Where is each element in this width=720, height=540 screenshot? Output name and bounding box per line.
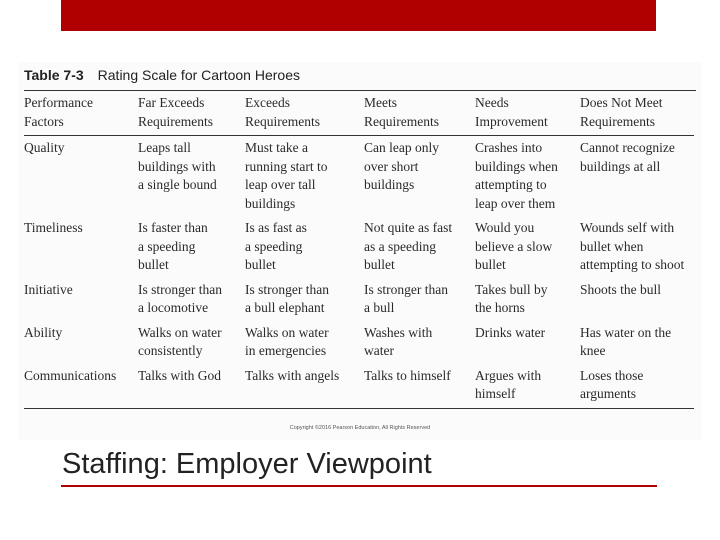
- table-cell: Is as fast as a speeding bullet: [245, 220, 307, 272]
- header-needs-improvement: Needs Improvement: [475, 91, 580, 136]
- table-cell: Talks with angels: [245, 364, 364, 409]
- header-performance-factors: Performance Factors: [24, 91, 138, 136]
- table-cell: Communications: [24, 364, 138, 409]
- table-cell: Is stronger than a bull elephant: [245, 281, 329, 315]
- table-title: Rating Scale for Cartoon Heroes: [97, 67, 300, 83]
- table-cell: Argues with himself: [475, 364, 580, 409]
- header-meets: Meets Requirements: [364, 91, 475, 136]
- rating-scale-table: [24, 91, 694, 409]
- table-row-timeliness: [24, 216, 694, 278]
- table-row-communications: [24, 364, 694, 409]
- table-cell: Is stronger than a locomotive: [138, 281, 222, 315]
- table-cell: Talks with God: [138, 364, 245, 409]
- table-row-ability: [24, 321, 694, 364]
- copyright-notice: Copyright ©2016 Pearson Education, All Rights Reserved: [289, 424, 431, 431]
- table-cell: Loses those arguments: [580, 364, 694, 409]
- table-cell: Is stronger than a bull: [364, 281, 448, 315]
- title-underline: [61, 485, 657, 487]
- table-caption: [24, 65, 696, 90]
- table-cell: Takes bull by the horns: [475, 281, 548, 315]
- table-cell: Talks to himself: [364, 364, 475, 409]
- table-cell: Can leap only over short buildings: [364, 140, 439, 192]
- table-cell: Shoots the bull: [580, 281, 662, 297]
- table-number: Table 7-3: [24, 67, 84, 83]
- table-cell: Not quite as fast as a speeding bullet: [364, 220, 453, 272]
- table-row-initiative: [24, 278, 694, 321]
- table-cell: Leaps tall buildings with a single bound: [138, 140, 217, 192]
- header-exceeds: Exceeds Requirements: [245, 91, 364, 136]
- slide-title: Staffing: Employer Viewpoint: [62, 448, 432, 480]
- table-header-row: [24, 91, 694, 136]
- table-cell: Walks on water consistently: [138, 324, 222, 358]
- table-cell: Ability: [24, 324, 63, 340]
- table-cell: Must take a running start to leap over tall buildings: [245, 140, 328, 211]
- table-cell: Initiative: [24, 281, 73, 297]
- table-cell: Timeliness: [24, 220, 83, 235]
- table-cell: Drinks water: [475, 324, 546, 340]
- table-cell: Walks on water in emergencies: [245, 324, 329, 358]
- table-cell: Is faster than a speeding bullet: [138, 220, 208, 272]
- table-row-quality: [24, 136, 694, 217]
- top-accent-bar: [61, 0, 656, 31]
- table-cell: Crashes into buildings when attempting to leap over them: [475, 140, 558, 211]
- table-cell: Wounds self with bullet when attempting to shoot: [580, 220, 685, 272]
- rating-table-image: [18, 62, 702, 440]
- table-cell: Has water on the knee: [580, 324, 672, 358]
- header-far-exceeds: Far Exceeds Requirements: [138, 91, 245, 136]
- table-cell: Cannot recognize buildings at all: [580, 140, 675, 174]
- header-does-not-meet: Does Not Meet Requirements: [580, 91, 694, 136]
- table-cell: Washes with water: [364, 324, 433, 358]
- table-cell: Quality: [24, 140, 65, 155]
- table-cell: Would you believe a slow bullet: [475, 220, 553, 272]
